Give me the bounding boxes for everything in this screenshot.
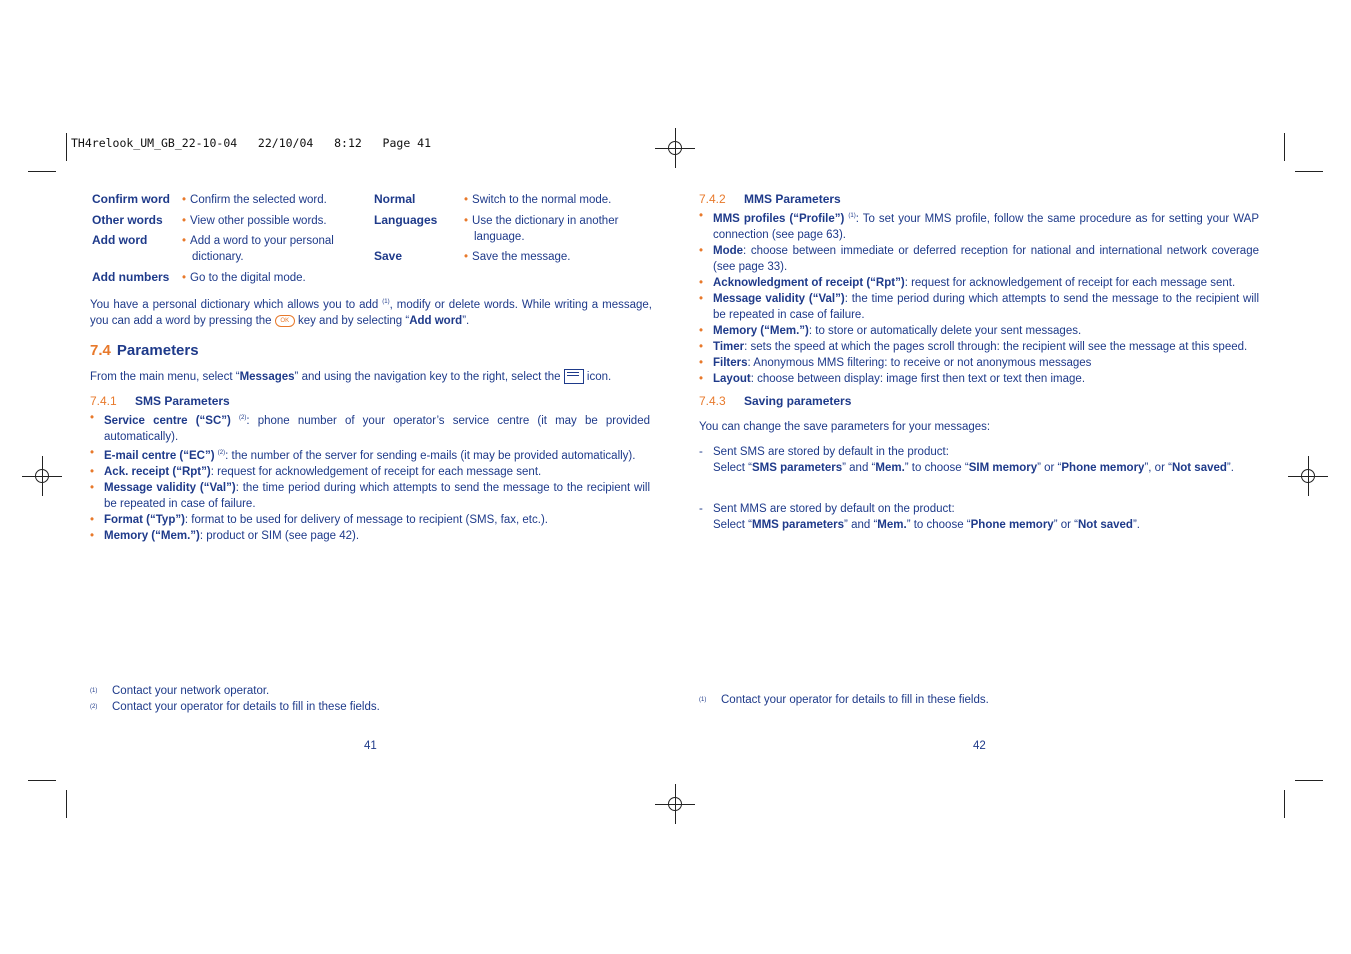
section-intro: From the main menu, select “Messages” and using the navigation key to the right, select the icon. [90,371,612,383]
def-text: • Save the message. [464,251,571,263]
registration-mark [1296,464,1320,488]
subsection-heading: 7.4.3 Saving parameters [699,394,852,408]
crop-mark [1295,780,1323,781]
dictionary-paragraph: You have a personal dictionary which allows you to add $^{(1)}$, modify or delete words. While writing a message, you can add a word by pressing the OK key and by selecting “Add word”. [90,298,653,327]
def-term: Other words [92,213,163,227]
def-term: Add numbers [92,270,170,284]
page-number: 42 [973,740,986,752]
print-slug: TH4relook_UM_GB_22-10-04 22/10/04 8:12 Page 41 [71,136,432,150]
saving-mms: - Sent MMS are stored by default on the product: Select “MMS parameters” and “Mem.” to choose “Phone memory” or “Not saved”. [699,503,1140,531]
crop-mark [1295,171,1323,172]
footnote: (1) Contact your operator for details to fill in these fields. [699,694,989,706]
list-item: • Format (“Typ”): format to be used for delivery of message to recipient (SMS, fax, etc.). [90,513,548,526]
def-term: Normal [374,192,416,206]
crop-mark [1284,133,1285,161]
def-text: • View other possible words. [182,215,327,227]
saving-sms: - Sent SMS are stored by default in the product: Select “SMS parameters” and “Mem.” to choose “SIM memory” or “Phone memory”, or “Not saved”. [699,446,1234,474]
def-term: Save [374,249,403,263]
def-term: Languages [374,213,438,227]
def-text: • Go to the digital mode. [182,272,306,284]
footnote: (1) Contact your network operator. [90,685,270,697]
def-text: • Add a word to your personal dictionary. [182,235,334,263]
saving-intro: You can change the save parameters for your messages: [699,421,991,433]
list-item: • E-mail centre (“EC”) $^{(2)}$: the number of the server for sending e-mails (it may be provided automatically). [90,446,636,462]
crop-mark [28,171,56,172]
sms-parameter-list [90,410,650,544]
section-heading: 7.4 Parameters [90,342,199,359]
list-item: • Ack. receipt (“Rpt”): request for acknowledgement of receipt for each message sent. [90,465,542,478]
list-item: • Filters: Anonymous MMS filtering: to receive or not anonymous messages [699,356,1092,369]
list-item: • Message validity (“Val”): the time period during which attempts to send the message to the recipient will be repeated in case of failure. [90,481,650,510]
list-item: • Memory (“Mem.”): to store or automatically delete your sent messages. [699,324,1082,337]
registration-mark [663,792,687,816]
def-term: Add word [92,233,148,247]
def-text: • Use the dictionary in another language. [464,215,619,243]
crop-mark [66,790,67,818]
def-text: • Switch to the normal mode. [464,194,612,206]
subsection-heading: 7.4.2 MMS Parameters [699,192,841,206]
list-item: • Service centre (“SC”) $^{(2)}$: phone number of your operator’s service centre (it may be provided automatically). [90,412,650,443]
list-item: • Mode: choose between immediate or deferred reception for national and international network coverage (see page 33). [699,244,1259,273]
crop-mark [1284,790,1285,818]
list-item: • Acknowledgment of receipt (“Rpt”): request for acknowledgement of receipt for each message sent. [699,276,1236,289]
page-number: 41 [364,740,377,752]
messages-settings-icon [564,369,584,384]
list-item: • MMS profiles (“Profile”) $^{(1)}$: To set your MMS profile, follow the same procedure as for setting your WAP connection (see page 63). [699,210,1259,241]
list-item: • Timer: sets the speed at which the pages scroll through: the recipient will see the message at this speed. [699,340,1248,353]
registration-mark [663,136,687,160]
ok-key-icon: OK [275,315,295,327]
list-item: • Message validity (“Val”): the time period during which attempts to send the message to the recipient will be repeated in case of failure. [699,292,1259,321]
mms-parameter-list [699,208,1259,387]
list-item: • Layout: choose between display: image first then text or text then image. [699,372,1086,385]
def-text: • Confirm the selected word. [182,194,327,206]
list-item: • Memory (“Mem.”): product or SIM (see page 42). [90,529,360,542]
crop-mark [66,133,67,161]
def-term: Confirm word [92,192,170,206]
registration-mark [30,464,54,488]
crop-mark [28,780,56,781]
subsection-heading: 7.4.1 SMS Parameters [90,394,230,408]
footnote: (2) Contact your operator for details to fill in these fields. [90,701,380,713]
